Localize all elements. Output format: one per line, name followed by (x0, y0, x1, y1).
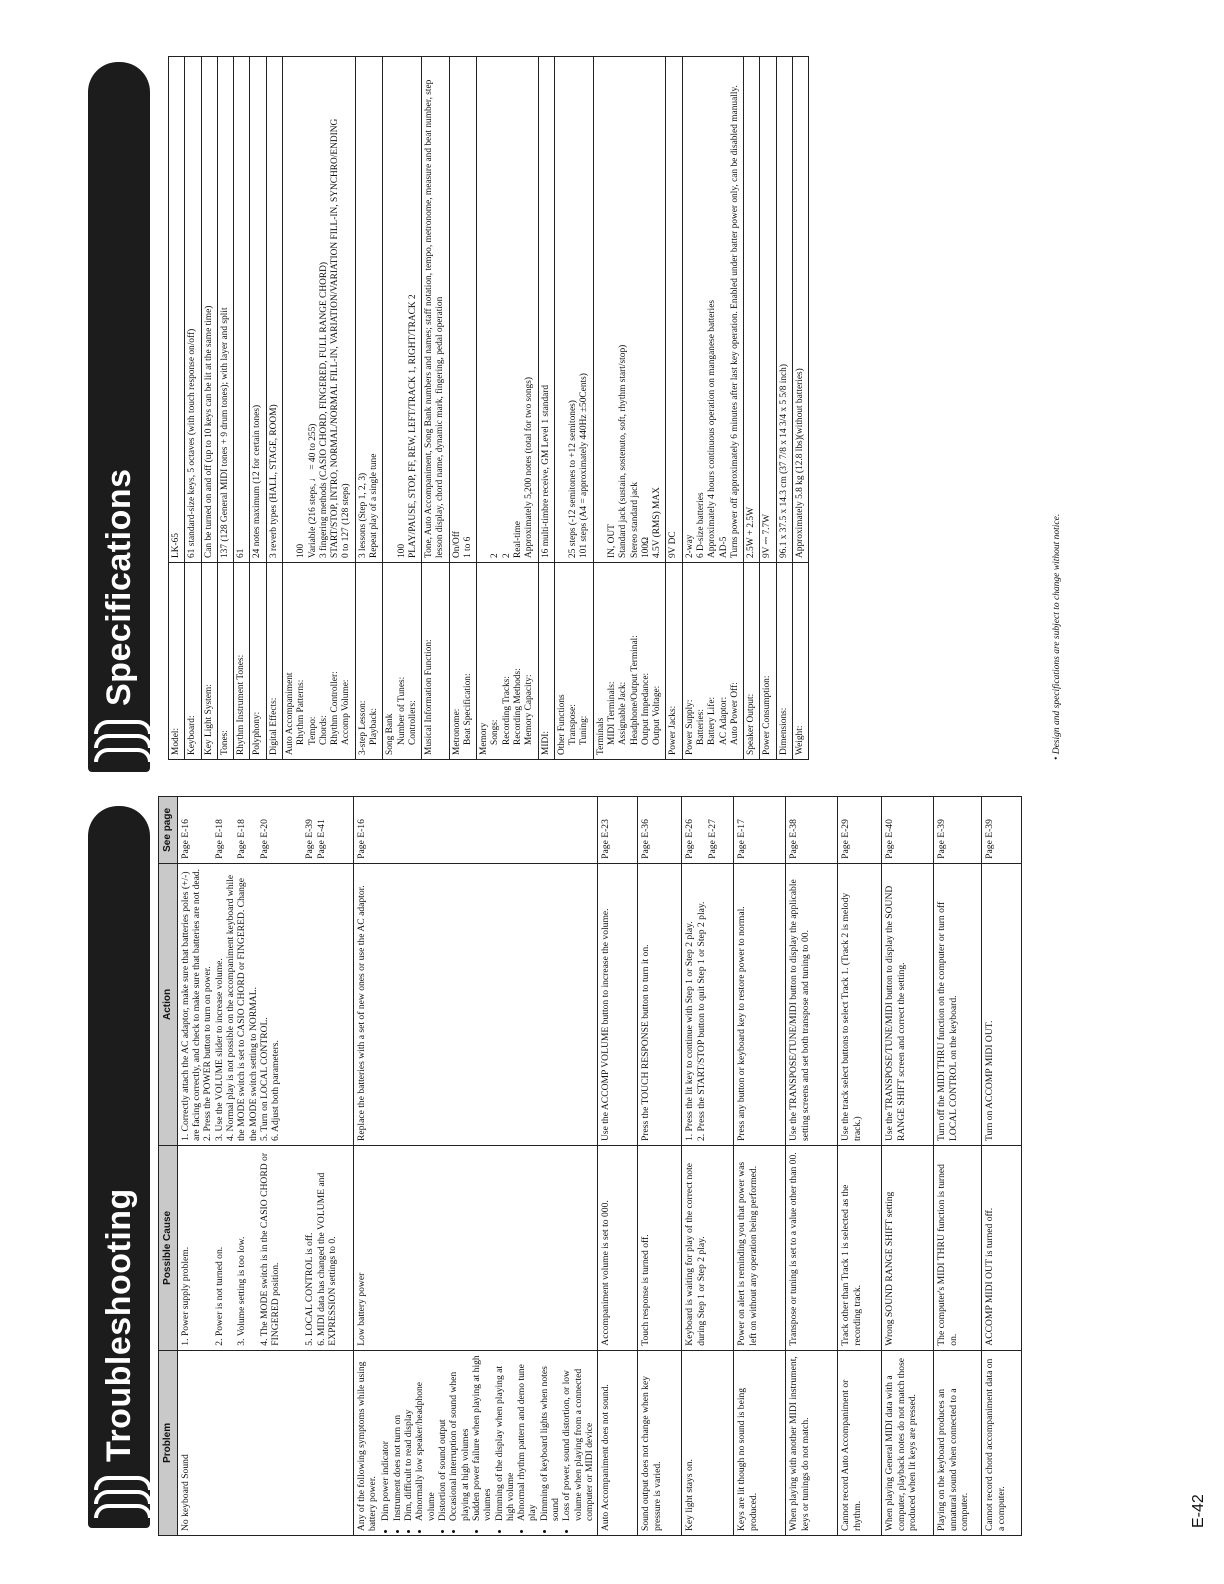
page-number: E-42 (1190, 1494, 1207, 1528)
list-item: • Abnormal rhythm pattern and demo tune play (516, 1355, 539, 1521)
troubleshooting-title: Troubleshooting (99, 1188, 138, 1462)
table-row (882, 797, 934, 1536)
page-ref-cell: Page E-16 (353, 797, 598, 864)
spec-label-cell: Musical Information Function: (422, 563, 450, 760)
spec-row (282, 57, 355, 760)
spec-label-cell: Song Bank Number of Tunes: Controllers: (383, 563, 422, 760)
spec-value-cell: Approximately 5.8 kg (12.8 lbs)(without batteries) (792, 57, 808, 563)
page-ref-cell: Page E-39 (982, 797, 1022, 864)
spec-label-cell: Dimensions: (776, 563, 792, 760)
cause-cell: Transpose or tuning is set to a value other than 00. (786, 1146, 838, 1351)
cause-cell: Accompaniment volume is set to 000. (598, 1146, 638, 1351)
spec-row (355, 57, 383, 760)
specifications-banner (88, 62, 150, 772)
action-cell: Replace the batteries with a set of new ones or use the AC adaptor. (353, 863, 598, 1145)
spec-value-cell: 16 multi-timbre receive, GM Level 1 standard (538, 57, 554, 563)
cause-cell: ACCOMP MIDI OUT is turned off. (982, 1146, 1022, 1351)
list-item: • Dimming of the display when playing at high volume (494, 1355, 517, 1521)
table-row (786, 797, 838, 1536)
page-ref-cell: Page E-16 Page E-18 Page E-18 Page E-20 Page E-39 Page E-41 (177, 797, 353, 864)
spec-label-cell: Keyboard: (185, 563, 201, 760)
table-row (638, 797, 682, 1536)
spec-label-cell: Speaker Output: (744, 563, 760, 760)
spec-label-cell: Model: (169, 563, 185, 760)
spec-value-cell: 61 standard-size keys, 5 octaves (with touch response on/off) (185, 57, 201, 563)
problem-cell: No keyboard Sound (177, 1350, 353, 1535)
problem-cell: Playing on the keyboard produces an unnatural sound when connected to a computer. (934, 1350, 982, 1535)
table-row (734, 797, 786, 1536)
problem-cell: Keys are lit though no sound is being produced. (734, 1350, 786, 1535)
list-item: • Sudden power failure when playing at high volumes (471, 1355, 494, 1521)
spec-label-cell: Power Jacks: (666, 563, 682, 760)
troubleshooting-banner (88, 806, 150, 1528)
spec-label-cell: Key Light System: (201, 563, 217, 760)
spec-row (760, 57, 776, 760)
spec-value-cell: Can be turned on and off (up to 10 keys can be lit at the same time) (201, 57, 217, 563)
cause-cell: The computer's MIDI THRU function is turned on. (934, 1146, 982, 1351)
action-cell: Use the track select buttons to select Track 1. (Track 2 is melody track.) (838, 863, 882, 1145)
spec-value-cell: On/Off 1 to 6 (449, 57, 477, 563)
spec-row (593, 57, 666, 760)
spec-label-cell: Memory Songs: Recording Tracks: Recording Methods: Memory Capacity: (477, 563, 538, 760)
spec-value-cell: Tone, Auto Accompaniment, Song Bank numbers and names; staff notation, tempo, metronome, measure and beat number, step lesson display, chord name, dynamic mark, fingering, pedal operation (422, 57, 450, 563)
spec-value-cell: 61 (234, 57, 250, 563)
action-cell: 1. Press the lit key to continue with Step 1 or Step 2 play. 2. Press the START/STOP button to quit Step 1 or Step 2 play. (682, 863, 734, 1145)
spec-label-cell: Metronome: Beat Specification: (449, 563, 477, 760)
spec-label-cell: MIDI: (538, 563, 554, 760)
spec-value-cell: 3 lessons (Step 1, 2, 3) Repeat play of a single tune (355, 57, 383, 563)
spec-row (776, 57, 792, 760)
list-item: • Distortion of sound output (437, 1355, 448, 1521)
header-action: Action (159, 863, 178, 1145)
problem-cell: Auto Accompaniment does not sound. (598, 1350, 638, 1535)
problem-cell: Any of the following symptoms while using battery power. • Dim power indicator • Instrument does not turn on • Dim, difficult to read display • Abnormally low speaker/headphone volume • Distortion of sound output • Occasional interruption of sound when playing at high volumes • Sudden power failure when playing at high volumes • Dimming of the display when playing at high volume • Abnormal rhythm pattern and demo tune play • Dimming of keyboard lights when notes sound • Loss of power, sound distortion, or low volume when playing from a connected computer or MIDI device (353, 1350, 598, 1535)
spec-value-cell: 100 Variable (216 steps, ♩ = 40 to 255) 3 fingering methods (CASIO CHORD, FINGERED, FULL RANGE CHORD) START/STOP, INTRO, NORMAL/NORMAL FILL-IN, VARIATION/VARIATION FILL-IN, SYNCHRO/ENDING 0 to 127 (128 steps) (282, 57, 355, 563)
spec-label-cell: Power Consumption: (760, 563, 776, 760)
table-row (934, 797, 982, 1536)
table-row (682, 797, 734, 1536)
spec-label-cell: Tones: (217, 563, 233, 760)
cause-cell: Track other than Track 1 is selected as the recording track. (838, 1146, 882, 1351)
action-cell: Use the ACCOMP VOLUME button to increase the volume. (598, 863, 638, 1145)
spec-row (538, 57, 554, 760)
spec-value-cell: 2-way 6 D-size batteries Approximately 4 hours continuous operation on manganese batteries AD-5 Turns power off approximately 6 minutes after last key operation. Enabled under batter power only, can be disabled manually. (682, 57, 743, 563)
action-cell: Turn off the MIDI THRU function on the computer or turn off LOCAL CONTROL on the keyboard. (934, 863, 982, 1145)
action-cell: Press the TOUCH RESPONSE button to turn it on. (638, 863, 682, 1145)
spec-value-cell: 9V ⎓ 7.7W (760, 57, 776, 563)
spec-label-cell: Weight: (792, 563, 808, 760)
list-item: • Dim, difficult to read display (403, 1355, 414, 1521)
banner-arc-marks (88, 706, 150, 772)
action-cell: Turn on ACCOMP MIDI OUT. (982, 863, 1022, 1145)
cause-cell: Power on alert is reminding you that power was left on without any operation being performed. (734, 1146, 786, 1351)
page-ref-cell: Page E-39 (934, 797, 982, 864)
spec-row (383, 57, 422, 760)
problem-cell: Key light stays on. (682, 1350, 734, 1535)
problem-cell: Cannot record Auto Accompaniment or rhythm. (838, 1350, 882, 1535)
spec-row (234, 57, 250, 760)
problem-cell: Cannot record chord accompaniment data on a computer. (982, 1350, 1022, 1535)
header-problem: Problem (159, 1350, 178, 1535)
spec-label-cell: Polyphony: (250, 563, 266, 760)
spec-row (169, 57, 185, 760)
spec-label-cell: Digital Effects: (266, 563, 282, 760)
problem-cell: When playing with another MIDI instrument, keys or tunings do not match. (786, 1350, 838, 1535)
cause-cell: Low battery power (353, 1146, 598, 1351)
spec-row (185, 57, 201, 760)
spec-row (201, 57, 217, 760)
list-item: • Dimming of keyboard lights when notes sound (539, 1355, 562, 1521)
table-row (838, 797, 882, 1536)
spec-label-cell: Terminals MIDI Terminals: Assignable Jack: Headphone/Output Terminal: Output Impedance: Output Voltage: (593, 563, 666, 760)
table-row (353, 797, 598, 1536)
page-ref-cell: Page E-26 Page E-27 (682, 797, 734, 864)
action-cell: Use the TRANSPOSE/TUNE/MIDI button to display the SOUND RANGE SHIFT screen and correct the setting. (882, 863, 934, 1145)
spec-row (554, 57, 593, 760)
spec-label-cell: Power Supply: Batteries: Battery Life: AC Adaptor: Auto Power Off: (682, 563, 743, 760)
banner-arc-marks (88, 1462, 150, 1528)
table-row (982, 797, 1022, 1536)
spec-value-cell: 137 (128 General MIDI tones + 9 drum tones); with layer and split (217, 57, 233, 563)
troubleshooting-table (158, 796, 1022, 1536)
specifications-table (168, 56, 809, 760)
spec-value-cell: 9V DC (666, 57, 682, 563)
table-row (598, 797, 638, 1536)
spec-value-cell: LK-65 (169, 57, 185, 563)
cause-cell: 1. Power supply problem. 2. Power is not turned on. 3. Volume setting is too low. 4. The MODE switch is in the CASIO CHORD or FINGERED position. 5. LOCAL CONTROL is off. 6. MIDI data has changed the VOLUME and EXPRESSION settings to 0. (177, 1146, 353, 1351)
spec-value-cell: 2 2 Real-time Approximately 5,200 notes (total for two songs) (477, 57, 538, 563)
table-row (177, 797, 353, 1536)
footnote: • Design and specifications are subject to change without notice. (1052, 513, 1062, 760)
spec-row (477, 57, 538, 760)
problem-cell: Sound output does not change when key pressure is varied. (638, 1350, 682, 1535)
symptom-list (380, 1355, 595, 1531)
header-see-page: See page (159, 797, 178, 864)
list-item: • Dim power indicator (380, 1355, 391, 1521)
spec-row (217, 57, 233, 760)
page-ref-cell: Page E-36 (638, 797, 682, 864)
spec-row (266, 57, 282, 760)
spec-value-cell: 3 reverb types (HALL, STAGE, ROOM) (266, 57, 282, 563)
spec-row (422, 57, 450, 760)
spec-value-cell: 100 PLAY/PAUSE, STOP, FF, REW, LEFT/TRACK 1, RIGHT/TRACK 2 (383, 57, 422, 563)
problem-cell: When playing General MIDI data with a computer, playback notes do not match those produced when lit keys are pressed. (882, 1350, 934, 1535)
header-cause: Possible Cause (159, 1146, 178, 1351)
spec-label-cell: Other Functions Transpose: Tuning: (554, 563, 593, 760)
list-item: • Loss of power, sound distortion, or low volume when playing from a connected computer or MIDI device (561, 1355, 595, 1521)
spec-value-cell: 2.5W + 2.5W (744, 57, 760, 563)
spec-value-cell: 96.1 x 37.5 x 14.3 cm (37 7/8 x 14 3/4 x 5 5/8 inch) (776, 57, 792, 563)
spec-label-cell: Rhythm Instrument Tones: (234, 563, 250, 760)
cause-cell: Touch response is turned off. (638, 1146, 682, 1351)
list-item: • Occasional interruption of sound when playing at high volumes (448, 1355, 471, 1521)
action-cell: Press any button or keyboard key to restore power to normal. (734, 863, 786, 1145)
page-ref-cell: Page E-38 (786, 797, 838, 864)
action-cell: 1. Correctly attach the AC adaptor, make sure that batteries poles (+/-) are facing correctly, and check to make sure that batteries are not dead. 2. Press the POWER button to turn on power. 3. Use the VOLUME slider to increase volume. 4. Normal play is not possible on the accompaniment keyboard while the MODE switch is set to CASIO CHORD or FINGERED. Change the MODE switch setting to NORMAL. 5. Turn on LOCAL CONTROL. 6. Adjust both parameters. (177, 863, 353, 1145)
spec-row (792, 57, 808, 760)
spec-label-cell: Auto Accompaniment Rhythm Patterns: Tempo: Chords: Rhythm Controller: Accomp Volume: (282, 563, 355, 760)
spec-row (744, 57, 760, 760)
troubleshooting-page (0, 792, 1224, 1584)
table-header-row (159, 797, 178, 1536)
spec-value-cell: IN, OUT Standard jack (sustain, sostenuto, soft, rhythm start/stop) Stereo standard jack 100Ω 4.5V (RMS) MAX (593, 57, 666, 563)
spec-label-cell: 3-step Lesson: Playback: (355, 563, 383, 760)
cause-cell: Wrong SOUND RANGE SHIFT setting (882, 1146, 934, 1351)
spec-row (250, 57, 266, 760)
page-ref-cell: Page E-29 (838, 797, 882, 864)
page-ref-cell: Page E-40 (882, 797, 934, 864)
spec-row (449, 57, 477, 760)
action-cell: Use the TRANSPOSE/TUNE/MIDI button to display the applicable setting screens and set both transpose and tuning to 00. (786, 863, 838, 1145)
spec-row (666, 57, 682, 760)
cause-cell: Keyboard is waiting for play of the correct note during Step 1 or Step 2 play. (682, 1146, 734, 1351)
spec-row (682, 57, 743, 760)
spec-value-cell: 24 notes maximum (12 for certain tones) (250, 57, 266, 563)
spec-value-cell: 25 steps (-12 semitones to +12 semitones) 101 steps (A4 = approximately 440Hz ±50Cents) (554, 57, 593, 563)
page-ref-cell: Page E-17 (734, 797, 786, 864)
specifications-title: Specifications (99, 468, 138, 706)
list-item: • Abnormally low speaker/headphone volume (414, 1355, 437, 1521)
list-item: • Instrument does not turn on (392, 1355, 403, 1521)
page-ref-cell: Page E-23 (598, 797, 638, 864)
